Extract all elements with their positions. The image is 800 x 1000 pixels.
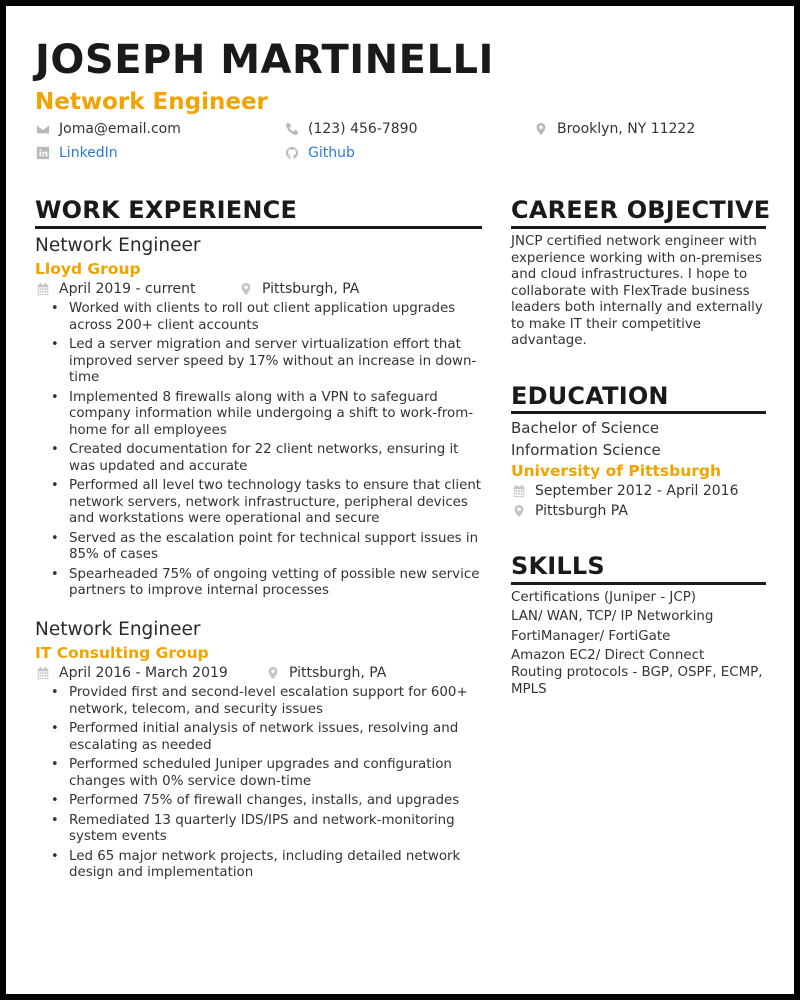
envelope-icon — [35, 121, 51, 137]
skills-heading: SKILLS — [511, 552, 605, 580]
job-1-location — [238, 280, 359, 298]
map-pin-icon — [511, 503, 527, 519]
github-link[interactable]: Github — [308, 145, 355, 161]
list-item: • Led 65 major network projects, including detailed network design and implementation — [35, 849, 487, 882]
education-divider — [511, 411, 766, 414]
list-item: • Spearheaded 75% of ongoing vetting of possible new service partners to improve internal processes — [35, 567, 487, 600]
job-2-company: IT Consulting Group — [35, 644, 209, 662]
linkedin-icon — [35, 145, 51, 161]
education-field: Information Science — [511, 441, 661, 459]
education-location — [511, 502, 628, 520]
job-1-location-text: Pittsburgh, PA — [262, 281, 360, 297]
education-degree: Bachelor of Science — [511, 419, 660, 437]
email-text: Joma@email.com — [59, 121, 181, 137]
job-1-dates — [35, 280, 196, 298]
education-school: University of Pittsburgh — [511, 462, 722, 480]
education-dates — [511, 482, 739, 500]
list-item: • Performed 75% of firewall changes, installs, and upgrades — [35, 793, 487, 810]
list-item: • Provided first and second-level escalation support for 600+ network, telecom, and security issues — [35, 685, 487, 718]
contact-linkedin[interactable] — [35, 144, 118, 162]
work-experience-heading: WORK EXPERIENCE — [35, 196, 298, 224]
career-objective-text: JNCP certified network engineer with experience working with on-premises and cloud infrastructures. I hope to collaborate with FlexTrade business leaders both internally and externally to make IT their competitive advantage. — [511, 234, 763, 348]
list-item: • Remediated 13 quarterly IDS/IPS and network-monitoring system events — [35, 813, 487, 846]
github-icon — [284, 145, 300, 161]
resume-page — [6, 6, 794, 994]
contact-phone[interactable] — [284, 120, 418, 138]
candidate-name: JOSEPH MARTINELLI — [35, 37, 494, 83]
list-item: • Led a server migration and server virtualization effort that improved server speed by 17% without an increase in down-time — [35, 337, 487, 387]
calendar-icon — [511, 483, 527, 499]
list-item: • Worked with clients to roll out client application upgrades across 200+ client accounts — [35, 301, 487, 334]
list-item: Certifications (Juniper - JCP) — [511, 590, 697, 605]
work-experience-divider — [35, 226, 482, 229]
skills-divider — [511, 582, 766, 585]
career-objective-divider — [511, 226, 766, 229]
education-dates-text: September 2012 - April 2016 — [535, 483, 739, 499]
job-2-location-text: Pittsburgh, PA — [289, 665, 387, 681]
job-1-title: Network Engineer — [35, 235, 201, 256]
list-item: Routing protocols - BGP, OSPF, ECMP, MPLS — [511, 665, 763, 697]
map-pin-icon — [533, 121, 549, 137]
list-item: • Performed scheduled Juniper upgrades and configuration changes with 0% service down-time — [35, 757, 487, 790]
list-item: • Served as the escalation point for technical support issues in 85% of cases — [35, 531, 487, 564]
candidate-role: Network Engineer — [35, 89, 268, 115]
calendar-icon — [35, 281, 51, 297]
list-item: • Created documentation for 22 client networks, ensuring it was updated and accurate — [35, 442, 487, 475]
list-item: • Performed initial analysis of network issues, resolving and escalating as needed — [35, 721, 487, 754]
calendar-icon — [35, 665, 51, 681]
location-text: Brooklyn, NY 11222 — [557, 121, 696, 137]
career-objective-heading: CAREER OBJECTIVE — [511, 196, 771, 224]
list-item: FortiManager/ FortiGate — [511, 628, 671, 644]
list-item: Amazon EC2/ Direct Connect — [511, 647, 705, 663]
list-item: LAN/ WAN, TCP/ IP Networking — [511, 609, 714, 625]
map-pin-icon — [265, 665, 281, 681]
education-heading: EDUCATION — [511, 382, 669, 410]
contact-github[interactable] — [284, 144, 355, 162]
contact-email[interactable] — [35, 120, 181, 138]
job-2-title: Network Engineer — [35, 619, 201, 640]
skills-list — [511, 588, 766, 698]
job-2-location — [265, 664, 386, 682]
phone-icon — [284, 121, 300, 137]
education-location-text: Pittsburgh PA — [535, 503, 628, 519]
job-1-company: Lloyd Group — [35, 260, 141, 278]
job-1-dates-text: April 2019 - current — [59, 281, 196, 297]
map-pin-icon — [238, 281, 254, 297]
list-item: • Implemented 8 firewalls along with a VPN to safeguard company information while undergoing a shift to work-from-home for all employees — [35, 390, 487, 440]
list-item: • Performed all level two technology tasks to ensure that client network servers, network infrastructure, peripheral devices and workstations were operational and secure — [35, 478, 487, 528]
job-2-dates-text: April 2016 - March 2019 — [59, 665, 228, 681]
job-2-dates — [35, 664, 228, 682]
phone-text: (123) 456-7890 — [308, 121, 418, 137]
linkedin-link[interactable]: LinkedIn — [59, 145, 118, 161]
job-1-bullets — [35, 301, 487, 603]
job-2-bullets — [35, 685, 487, 885]
contact-location — [533, 120, 695, 138]
